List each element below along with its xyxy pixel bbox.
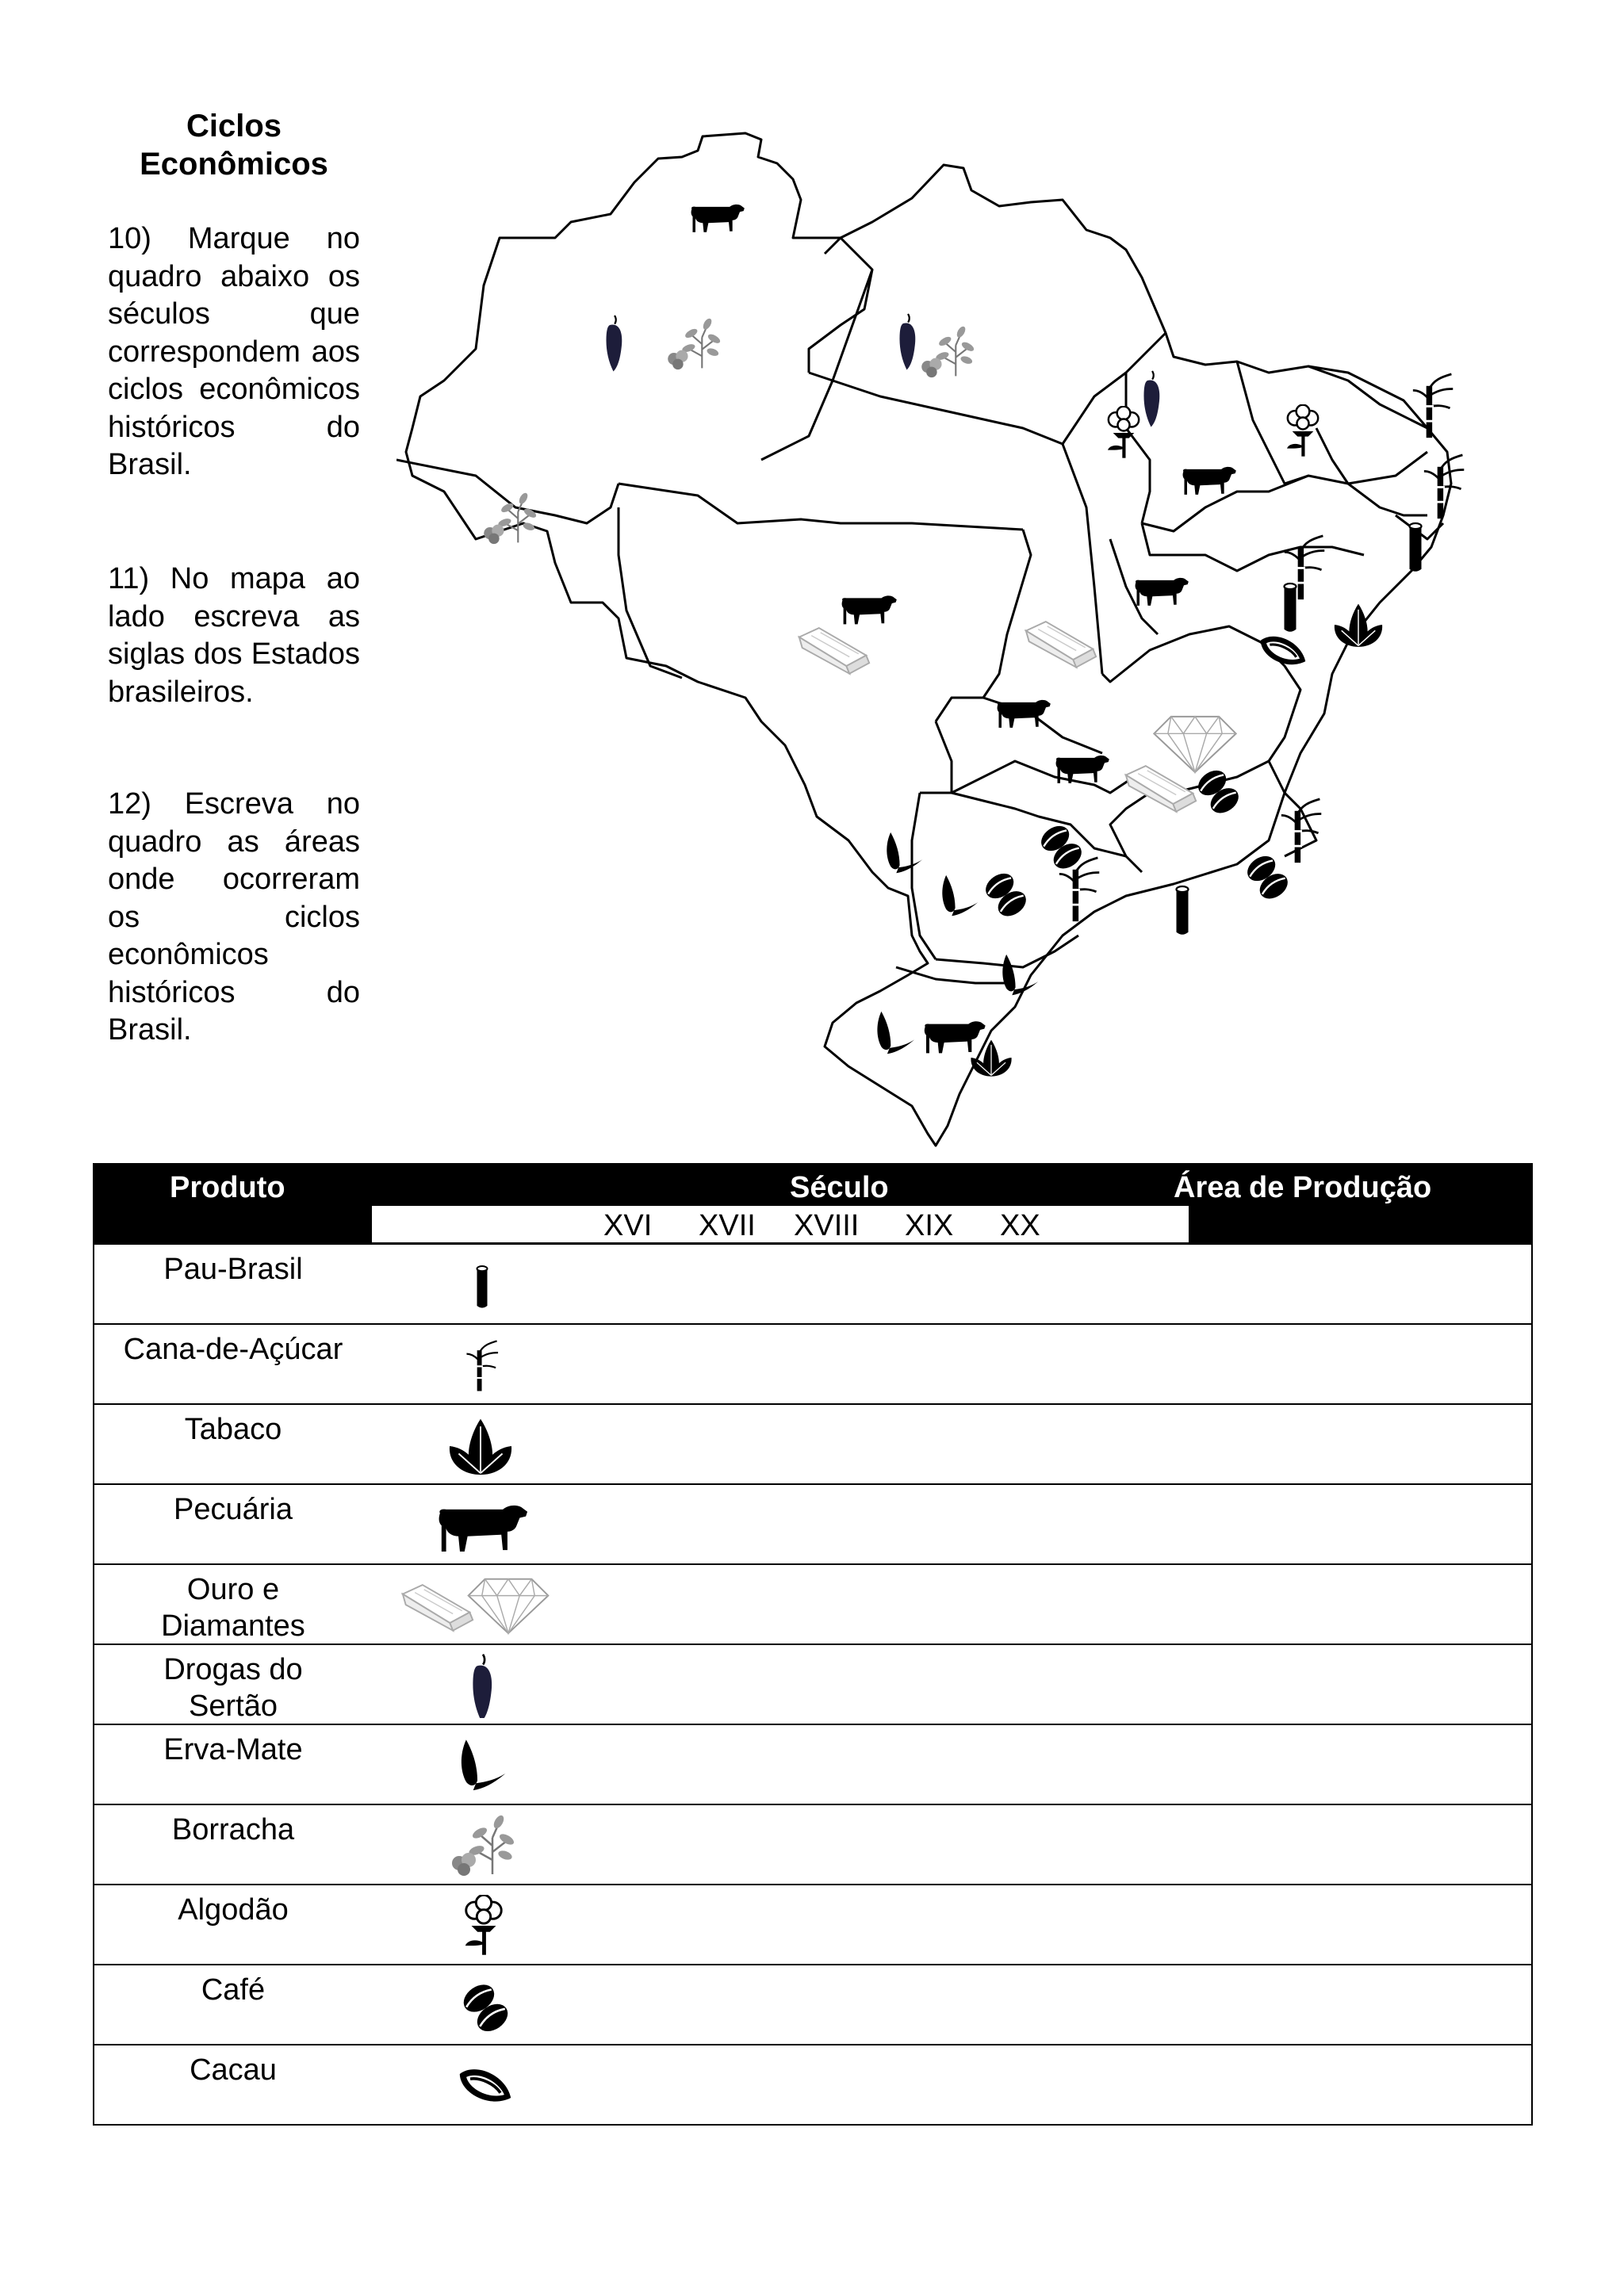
gold-diamond-icon bbox=[400, 1573, 558, 1638]
table-header bbox=[93, 1163, 1533, 1245]
map-mate-leaf-icon bbox=[877, 1012, 914, 1054]
map-mate-leaf-icon bbox=[942, 875, 978, 916]
table-row bbox=[94, 1405, 1531, 1485]
cow-icon bbox=[427, 1493, 538, 1558]
product-name bbox=[94, 1331, 372, 1368]
product-name bbox=[94, 1651, 372, 1724]
table-row bbox=[94, 1565, 1531, 1645]
log-icon bbox=[427, 1253, 538, 1318]
coffee-bean-icon bbox=[427, 1973, 538, 2038]
map-mate-leaf-icon bbox=[1002, 955, 1038, 995]
map-cotton-icon bbox=[1108, 407, 1139, 458]
century-label: XVIII bbox=[794, 1209, 860, 1242]
century-label: XVI bbox=[603, 1209, 653, 1242]
map-gold-icon bbox=[1126, 766, 1196, 812]
map-cow-icon bbox=[925, 1021, 986, 1053]
cocoa-pod-icon bbox=[427, 2053, 538, 2118]
sugarcane-icon bbox=[427, 1333, 538, 1398]
product-name-line: Borracha bbox=[171, 1813, 295, 1846]
map-cow-icon bbox=[842, 595, 897, 624]
product-name bbox=[94, 1892, 372, 1928]
product-name bbox=[94, 1251, 372, 1288]
worksheet-title bbox=[103, 107, 365, 183]
map-cow-icon bbox=[1183, 467, 1236, 495]
table-row bbox=[94, 1725, 1531, 1805]
map-rubber-plant-icon bbox=[484, 492, 538, 544]
product-name bbox=[94, 1812, 372, 1848]
table-row bbox=[94, 1325, 1531, 1405]
map-coffee-bean-icon bbox=[981, 868, 1031, 921]
map-cow-icon bbox=[691, 205, 745, 232]
century-label: XX bbox=[1000, 1209, 1040, 1242]
map-cow-icon bbox=[1136, 578, 1189, 606]
century-label: XIX bbox=[905, 1209, 954, 1242]
cotton-icon bbox=[427, 1893, 538, 1958]
product-name bbox=[94, 1411, 372, 1448]
map-gold-icon bbox=[1026, 622, 1096, 668]
product-name-line: Algodão bbox=[178, 1893, 289, 1927]
table-row bbox=[94, 1485, 1531, 1565]
map-mate-leaf-icon bbox=[887, 832, 922, 873]
product-name bbox=[94, 1491, 372, 1528]
product-name bbox=[94, 1571, 372, 1644]
question-11: 11) No mapa ao lado escreva as siglas dos Estados brasileiros. bbox=[108, 562, 360, 709]
map-diamond-icon bbox=[1154, 717, 1235, 772]
header-product: Produto bbox=[170, 1171, 285, 1204]
table-row bbox=[94, 1245, 1531, 1325]
rubber-plant-icon bbox=[427, 1813, 538, 1878]
product-name bbox=[94, 2052, 372, 2088]
product-name bbox=[94, 1732, 372, 1768]
product-name-line: Pau-Brasil bbox=[163, 1253, 303, 1286]
century-label: XVII bbox=[699, 1209, 756, 1242]
title-line-1: Ciclos bbox=[186, 109, 282, 144]
product-name-line: Tabaco bbox=[184, 1413, 282, 1446]
map-rubber-plant-icon bbox=[921, 325, 975, 377]
product-name-line: Café bbox=[201, 1973, 266, 2007]
header-century: Século bbox=[790, 1171, 889, 1204]
state-borders bbox=[396, 133, 1451, 1146]
map-cotton-icon bbox=[1287, 405, 1318, 457]
product-name bbox=[94, 1972, 372, 2008]
map-log-icon bbox=[1285, 584, 1297, 632]
table-body bbox=[93, 1245, 1533, 2126]
brazil-map bbox=[396, 131, 1483, 1161]
product-name-line: Cana-de-Açúcar bbox=[123, 1333, 343, 1366]
tobacco-leaf-icon bbox=[427, 1413, 538, 1478]
map-rubber-plant-icon bbox=[668, 317, 722, 369]
table-row bbox=[94, 1885, 1531, 1965]
product-name-line: Ouro e bbox=[186, 1573, 280, 1606]
product-name-line: Sertão bbox=[189, 1689, 278, 1723]
map-log-icon bbox=[1410, 523, 1422, 572]
map-pepper-icon bbox=[900, 314, 916, 370]
product-name-line: Diamantes bbox=[161, 1609, 305, 1643]
product-name-line: Cacau bbox=[190, 2053, 277, 2087]
table-row bbox=[94, 2045, 1531, 2124]
map-gold-icon bbox=[799, 628, 869, 674]
map-sugarcane-icon bbox=[1413, 374, 1453, 438]
product-name-line: Erva-Mate bbox=[163, 1733, 303, 1766]
map-coffee-bean-icon bbox=[1193, 765, 1243, 818]
map-coffee-bean-icon bbox=[1243, 851, 1293, 904]
title-line-2: Econômicos bbox=[140, 147, 328, 182]
map-log-icon bbox=[1177, 886, 1189, 935]
mate-leaf-icon bbox=[427, 1733, 538, 1798]
pepper-icon bbox=[427, 1653, 538, 1718]
map-pepper-icon bbox=[607, 316, 622, 372]
table-row bbox=[94, 1645, 1531, 1725]
product-name-line: Drogas do bbox=[163, 1653, 303, 1686]
product-name-line: Pecuária bbox=[174, 1493, 293, 1526]
map-sugarcane-icon bbox=[1281, 799, 1321, 863]
table-row bbox=[94, 1965, 1531, 2045]
question-12: 12) Escreva no quadro as áreas onde ocorreram os ciclos econômicos históricos do Brasil. bbox=[108, 787, 360, 1047]
century-strip bbox=[372, 1206, 1189, 1242]
table-row bbox=[94, 1805, 1531, 1885]
map-pepper-icon bbox=[1144, 371, 1160, 427]
map-coffee-bean-icon bbox=[1036, 821, 1086, 874]
question-10: 10) Marque no quadro abaixo os séculos que correspondem aos ciclos econômicos históricos do Brasil. bbox=[108, 222, 360, 481]
header-area: Área de Produção bbox=[1174, 1171, 1432, 1204]
